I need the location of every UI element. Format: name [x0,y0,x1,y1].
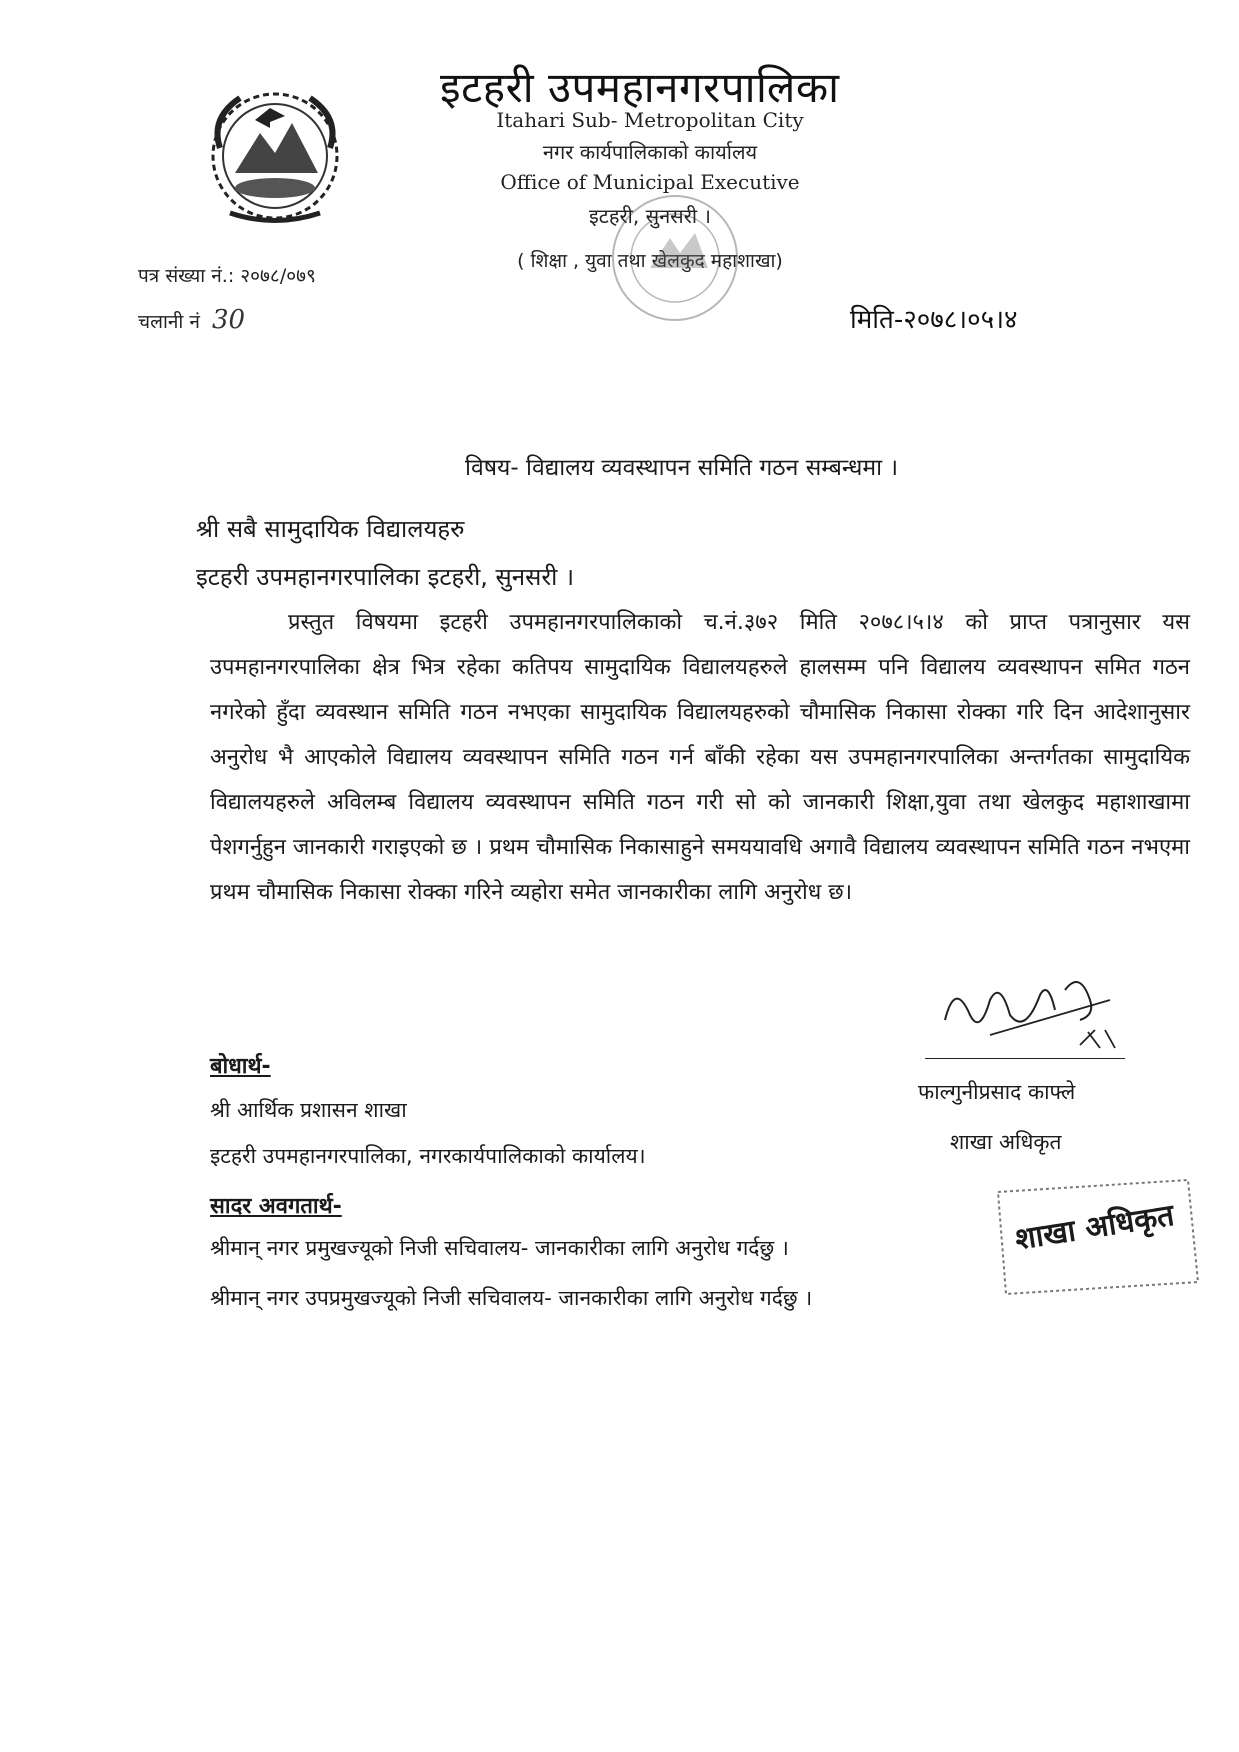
addressee-line-2: इटहरी उपमहानगरपालिका इटहरी, सुनसरी । [196,563,575,591]
addressee-line-1: श्री सबै सामुदायिक विद्यालयहरु [196,515,465,543]
patra-sankhya [138,262,316,288]
patra-value: २०७८/०७९ [240,265,316,287]
subject-line: विषय- विद्यालय व्यवस्थापन समिति गठन सम्बन्धमा । [465,455,899,481]
office-name-np: नगर कार्यपालिकाको कार्यालय [542,140,758,164]
chalani-value: 30 [211,305,246,335]
municipality-title-en: Itahari Sub- Metropolitan City [496,108,804,132]
sadar-line-1: श्रीमान् नगर प्रमुखज्यूको निजी सचिवालय- जानकारीका लागि अनुरोध गर्दछु । [210,1236,789,1260]
signatory-title: शाखा अधिकृत [950,1130,1062,1154]
bodhartha-heading: बोधार्थ- [210,1054,271,1079]
bodhartha-line-2: इटहरी उपमहानगरपालिका, नगरकार्यपालिकाको कार्यालय। [210,1144,646,1168]
office-seal-icon [600,188,750,328]
patra-label: पत्र संख्या नं.: [138,265,235,287]
signature-rule [925,1058,1125,1059]
chalani-number [138,305,245,335]
branch-name: ( शिक्षा , युवा तथा खेलकुद महाशाखा) [517,250,783,272]
nepal-emblem-icon [200,78,350,228]
sadar-line-2: श्रीमान् नगर उपप्रमुखज्यूको निजी सचिवालय- जानकारीका लागि अनुरोध गर्दछु । [210,1286,813,1310]
municipality-title: इटहरी उपमहानगरपालिका [440,63,840,112]
chalani-label: चलानी नं [138,311,200,333]
office-location: इटहरी, सुनसरी । [588,204,712,228]
bodhartha-line-1: श्री आर्थिक प्रशासन शाखा [210,1098,407,1122]
office-name-en: Office of Municipal Executive [500,170,800,194]
handwritten-signature [930,960,1130,1060]
officer-stamp-text: शाखा अधिकृत [1012,1197,1177,1258]
letter-body: प्रस्तुत विषयमा इटहरी उपमहानगरपालिकाको च.नं.३७२ मिति २०७८।५।४ को प्राप्त पत्रानुसार यस उपमहानगरपालिका क्षेत्र भित्र रहेका कतिपय सामुदायिक विद्यालयहरुले हालसम्म पनि विद्यालय व्यवस्थापन समित गठन नगरेको हुँदा व्यवस्थान समिति गठन नभएका सामुदायिक विद्यालयहरुको चौमासिक निकासा रोक्का गरि दिन आदेशानुसार अनुरोध भै आएकोले विद्यालय व्यवस्थापन समिति गठन गर्न बाँकी रहेका यस उपमहानगरपालिका अन्तर्गतका सामुदायिक विद्यालयहरुले अविलम्ब विद्यालय व्यवस्थापन समिति गठन गरी सो को जानकारी शिक्षा,युवा तथा खेलकुद महाशाखामा पेशगर्नुहुन जानकारी गराइएको छ । प्रथम चौमासिक निकासाहुने समययावधि अगावै विद्यालय व्यवस्थापन समिति गठन नभएमा प्रथम चौमासिक निकासा रोक्का गरिने व्यहोरा समेत जानकारीका लागि अनुरोध छ। [210,610,1190,905]
sadar-heading: सादर अवगतार्थ- [210,1194,342,1219]
letter-date: मिति-२०७८।०५।४ [850,305,1018,335]
signatory-name: फाल्गुनीप्रसाद काफ्ले [918,1080,1076,1104]
